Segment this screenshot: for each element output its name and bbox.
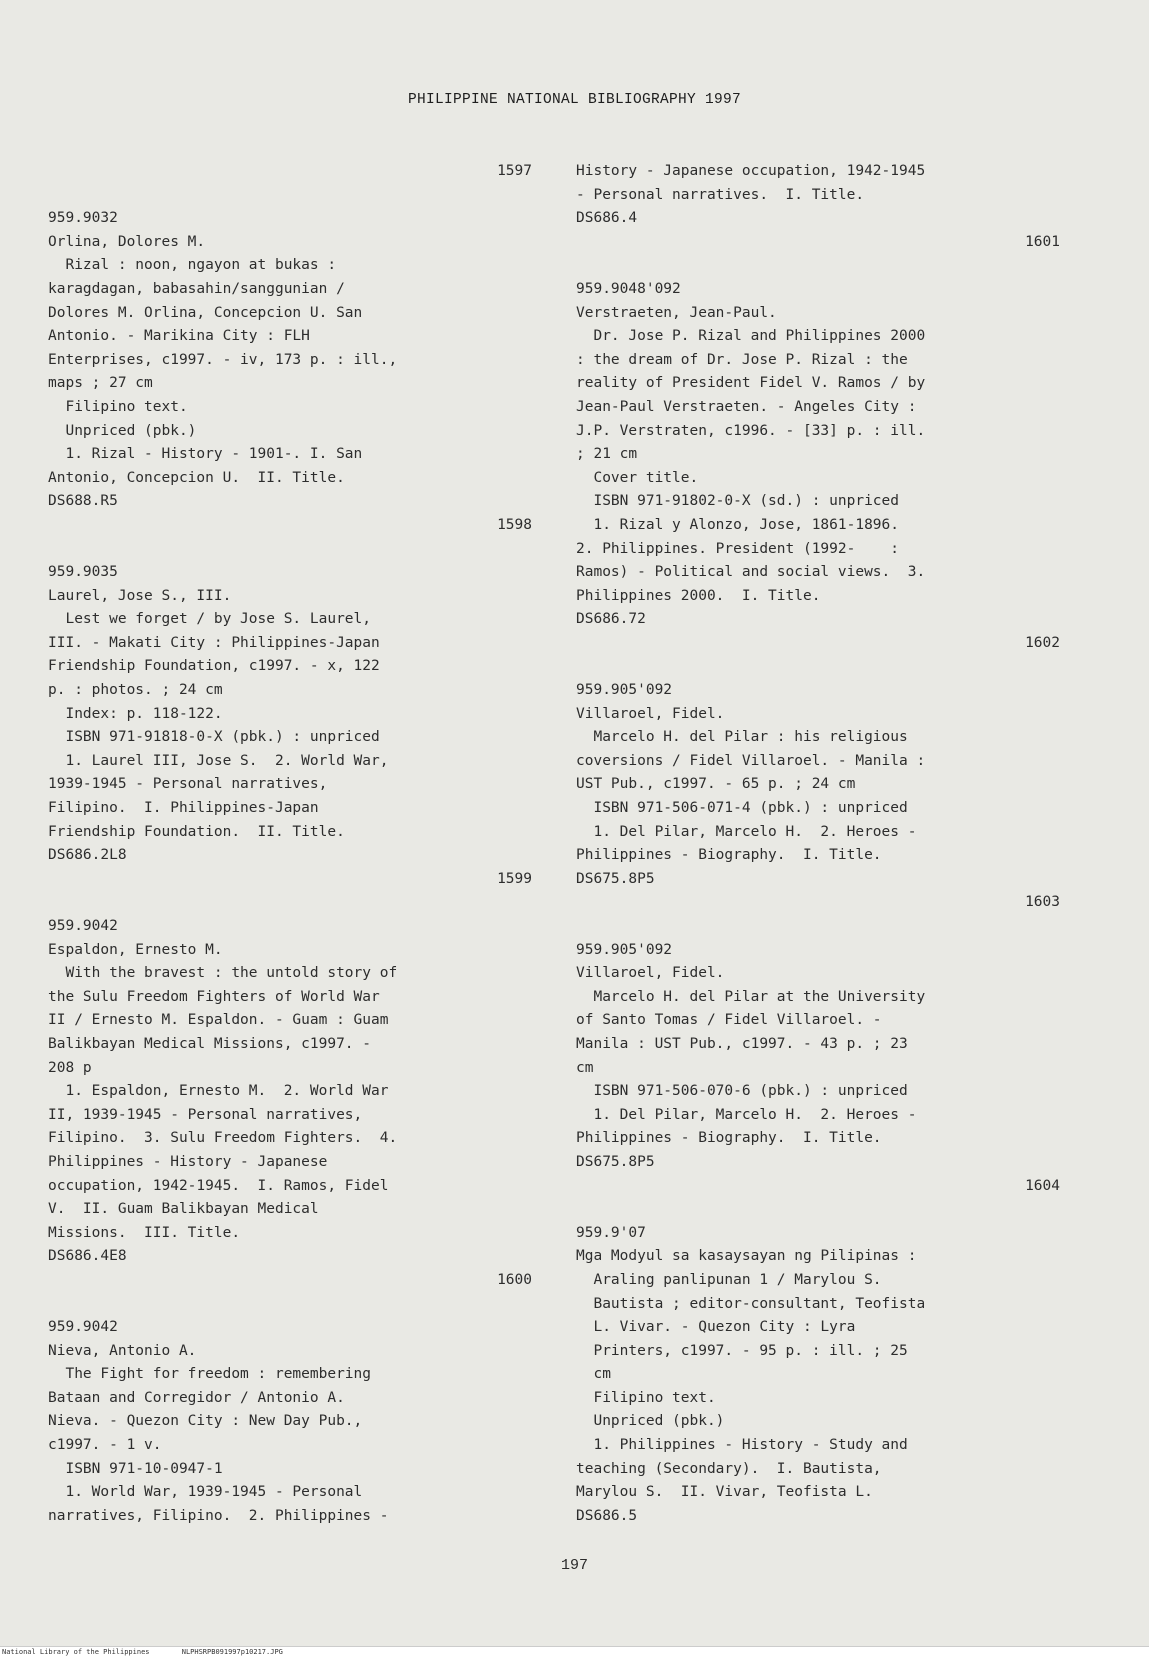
- entry-line: 959.9042: [48, 918, 118, 934]
- entry-line: 959.9048'092: [576, 280, 681, 297]
- entry-line: ; 21 cm: [576, 446, 638, 463]
- entry-line: 959.905'092: [576, 941, 673, 958]
- entry-line: Villaroel, Fidel.: [576, 965, 725, 982]
- entry-line: J.P. Verstraten, c1996. - [33] p. : ill.: [576, 422, 926, 439]
- entry-line: Marcelo H. del Pilar at the University: [576, 988, 926, 1005]
- entry-line: Orlina, Dolores M.: [48, 233, 206, 250]
- entry-line: Villarоel, Fidel.: [576, 705, 725, 722]
- entry-number: 1604: [1025, 1177, 1060, 1194]
- entry-line: Araling panlipunan 1 / Marylou S.: [576, 1271, 882, 1288]
- entry-line: karagdagan, babasahin/sanggunian /: [48, 280, 345, 297]
- entry-line: 2. Philippines. President (1992- :: [576, 540, 900, 557]
- entry-line: teaching (Secondary). I. Bautista,: [576, 1460, 882, 1477]
- entry-line: DS675.8P5: [576, 1153, 655, 1170]
- entry-line: the Sulu Freedom Fighters of World War: [48, 988, 380, 1005]
- entry-line: Friendship Foundation, c1997. - x, 122: [48, 658, 380, 675]
- entry-line: DS688.R5: [48, 493, 118, 510]
- entry-line: Marylou S. II. Vivar, Teofista L.: [576, 1484, 873, 1501]
- entry-number: 1600: [497, 1271, 532, 1288]
- entry-line: 959.9035: [48, 564, 118, 581]
- entry-line: UST Pub., c1997. - 65 p. ; 24 cm: [576, 776, 856, 793]
- entry-line: [48, 538, 532, 562]
- page-header-title: PHILIPPINE NATIONAL BIBLIOGRAPHY 1997: [407, 92, 742, 108]
- entry-number: 1598: [497, 516, 532, 533]
- entry-line: 1939-1945 - Personal narratives,: [48, 776, 328, 793]
- entry-line: 959.9'07: [576, 1224, 646, 1241]
- entry-line: 1. Del Pilar, Marcelo H. 2. Heroes -: [576, 823, 917, 840]
- entry-line: 1. World War, 1939-1945 - Personal: [48, 1484, 363, 1501]
- entry-line: 959.9032: [48, 210, 118, 227]
- entry-line: Philippines - Biography. I. Title.: [576, 847, 882, 864]
- entry-line: 1. Rizal y Alonzo, Jose, 1861-1896.: [576, 516, 900, 533]
- entry-line: [576, 1198, 1060, 1222]
- entry-line: narratives, Filipino. 2. Philippines -: [48, 1507, 389, 1524]
- footer-library: National Library of the Philippines: [2, 1648, 150, 1656]
- entry-line: ISBN 971-91802-0-X (sd.) : unpriced: [576, 493, 900, 510]
- entry-number: 1599: [497, 870, 532, 887]
- entry-line: maps ; 27 cm: [48, 375, 153, 392]
- entry-line: occupation, 1942-1945. I. Ramos, Fidel: [48, 1177, 389, 1194]
- entry-line: DS686.4E8: [48, 1248, 127, 1265]
- entry-line: : the dream of Dr. Jose P. Rizal : the: [576, 351, 908, 368]
- entry-line: III. - Makati City : Philippines-Japan: [48, 634, 380, 651]
- bibliography-entry: [48, 1269, 532, 1529]
- entry-line: [576, 254, 1060, 278]
- entry-line: Missions. III. Title.: [48, 1224, 241, 1241]
- entry-line: 959.9042: [48, 1319, 118, 1336]
- entry-line: Espaldon, Ernesto M.: [48, 941, 223, 958]
- entry-line: Marcelo H. del Pilar : his religious: [576, 729, 908, 746]
- entry-line: Friendship Foundation. II. Title.: [48, 823, 345, 840]
- entry-line: ISBN 971-91818-0-X (pbk.) : unpriced: [48, 729, 380, 746]
- entry-line: Filipino. I. Philippines-Japan: [48, 800, 319, 817]
- entry-line: - Personal narratives. I. Title.: [576, 186, 865, 203]
- entry-line: Rizal : noon, ngayon at bukas :: [48, 257, 337, 274]
- entry-line: DS686.4: [576, 210, 638, 227]
- entry-line: Nieva, Antonio A.: [48, 1342, 197, 1359]
- entry-line: Philippines - History - Japanese: [48, 1153, 328, 1170]
- entry-line: Philippines - Biography. I. Title.: [576, 1130, 882, 1147]
- entry-number: 1597: [497, 163, 532, 179]
- bibliography-entry: [48, 514, 532, 868]
- entry-line: ISBN 971-506-071-4 (pbk.) : unpriced: [576, 800, 908, 817]
- entry-line: Manila : UST Pub., c1997. - 43 p. ; 23: [576, 1035, 908, 1052]
- entry-line: 1. Laurel III, Jose S. 2. World War,: [48, 752, 389, 769]
- entry-line: DS675.8P5: [576, 870, 655, 887]
- entry-line: Philippines 2000. I. Title.: [576, 587, 821, 604]
- entry-line: Nieva. - Quezon City : New Day Pub.,: [48, 1413, 363, 1430]
- entry-line: History - Japanese occupation, 1942-1945: [576, 163, 926, 179]
- entry-line: ISBN 971-506-070-6 (pbk.) : unpriced: [576, 1083, 908, 1100]
- entry-line: Bataan and Corregidor / Antonio A.: [48, 1389, 345, 1406]
- entry-line: [48, 891, 532, 915]
- entry-line: c1997. - 1 v.: [48, 1437, 162, 1454]
- bibliography-entry: [576, 632, 1060, 892]
- entry-line: cm: [576, 1366, 611, 1383]
- left-column: [48, 160, 532, 1528]
- entry-line: Dr. Jose P. Rizal and Philippines 2000: [576, 328, 926, 345]
- entry-line: II, 1939-1945 - Personal narratives,: [48, 1106, 363, 1123]
- bibliography-entry: [576, 891, 1060, 1174]
- entry-line: With the bravest : the untold story of: [48, 965, 398, 982]
- entry-line: 959.905'092: [576, 682, 673, 699]
- entry-line: coversions / Fidel Villaroel. - Manila :: [576, 752, 926, 769]
- entry-line: L. Vivar. - Quezon City : Lyra: [576, 1319, 856, 1336]
- scan-footer: [0, 1646, 1149, 1659]
- bibliography-entry: [48, 160, 532, 514]
- entry-line: ISBN 971-10-0947-1: [48, 1460, 223, 1477]
- entry-line: Antonio. - Marikina City : FLH: [48, 328, 310, 345]
- entry-line: Balikbayan Medical Missions, c1997. -: [48, 1035, 372, 1052]
- entry-line: 1. Philippines - History - Study and: [576, 1437, 908, 1454]
- entry-line: Verstraeten, Jean-Paul.: [576, 304, 777, 321]
- entry-line: Unpriced (pbk.): [48, 422, 197, 439]
- entry-line: [576, 655, 1060, 679]
- entry-line: 1. Rizal - History - 1901-. I. San: [48, 446, 363, 463]
- entry-line: The Fight for freedom : remembering: [48, 1366, 372, 1383]
- entry-line: V. II. Guam Balikbayan Medical: [48, 1201, 319, 1218]
- entry-line: DS686.2L8: [48, 847, 127, 864]
- bibliography-entry: [576, 160, 1060, 231]
- footer-filename: NLPHSRPB091997p10217.JPG: [181, 1648, 283, 1656]
- entry-line: Jean-Paul Verstraeten. - Angeles City :: [576, 398, 917, 415]
- bibliography-entry: [576, 231, 1060, 632]
- entry-line: of Santo Tomas / Fidel Villaroel. -: [576, 1012, 882, 1029]
- entry-line: Laurel, Jose S., III.: [48, 587, 232, 604]
- entry-line: II / Ernesto M. Espaldon. - Guam : Guam: [48, 1012, 389, 1029]
- entry-line: Ramos) - Political and social views. 3.: [576, 564, 926, 581]
- entry-line: DS686.72: [576, 611, 646, 628]
- entry-line: p. : photos. ; 24 cm: [48, 682, 223, 699]
- entry-line: Printers, c1997. - 95 p. : ill. ; 25: [576, 1342, 908, 1359]
- entry-line: Cover title.: [576, 469, 699, 486]
- entry-line: 1. Del Pilar, Marcelo H. 2. Heroes -: [576, 1106, 917, 1123]
- entry-line: 208 p: [48, 1059, 92, 1076]
- bibliography-entry: [48, 868, 532, 1269]
- entry-line: Filipino text.: [48, 398, 188, 415]
- entry-line: Bautista ; editor-consultant, Teofista: [576, 1295, 926, 1312]
- entry-line: Mga Modyul sa kasaysayan ng Pilipinas :: [576, 1248, 917, 1265]
- right-column: [576, 160, 1060, 1528]
- entry-line: Unpriced (pbk.): [576, 1413, 725, 1430]
- entry-number: 1602: [1025, 634, 1060, 651]
- entry-line: Enterprises, c1997. - iv, 173 p. : ill.,: [48, 351, 398, 368]
- page-number: 197: [560, 1557, 588, 1574]
- entry-line: 1. Espaldon, Ernesto M. 2. World War: [48, 1083, 389, 1100]
- entry-line: Antonio, Concepcion U. II. Title.: [48, 469, 345, 486]
- entry-line: Filipino. 3. Sulu Freedom Fighters. 4.: [48, 1130, 398, 1147]
- entry-line: [48, 1293, 532, 1317]
- entry-number: 1603: [1025, 894, 1060, 911]
- entry-line: Index: p. 118-122.: [48, 705, 223, 722]
- bibliography-entry: [576, 1175, 1060, 1529]
- entry-line: Lest we forget / by Jose S. Laurel,: [48, 611, 372, 628]
- entry-line: cm: [576, 1059, 594, 1076]
- entry-line: DS686.5: [576, 1507, 638, 1524]
- entry-line: reality of President Fidel V. Ramos / by: [576, 375, 926, 392]
- entry-line: [48, 184, 532, 208]
- entry-number: 1601: [1025, 233, 1060, 250]
- entry-line: Filipino text.: [576, 1389, 716, 1406]
- entry-line: [576, 915, 1060, 939]
- entry-line: Dolores M. Orlina, Concepcion U. San: [48, 304, 363, 321]
